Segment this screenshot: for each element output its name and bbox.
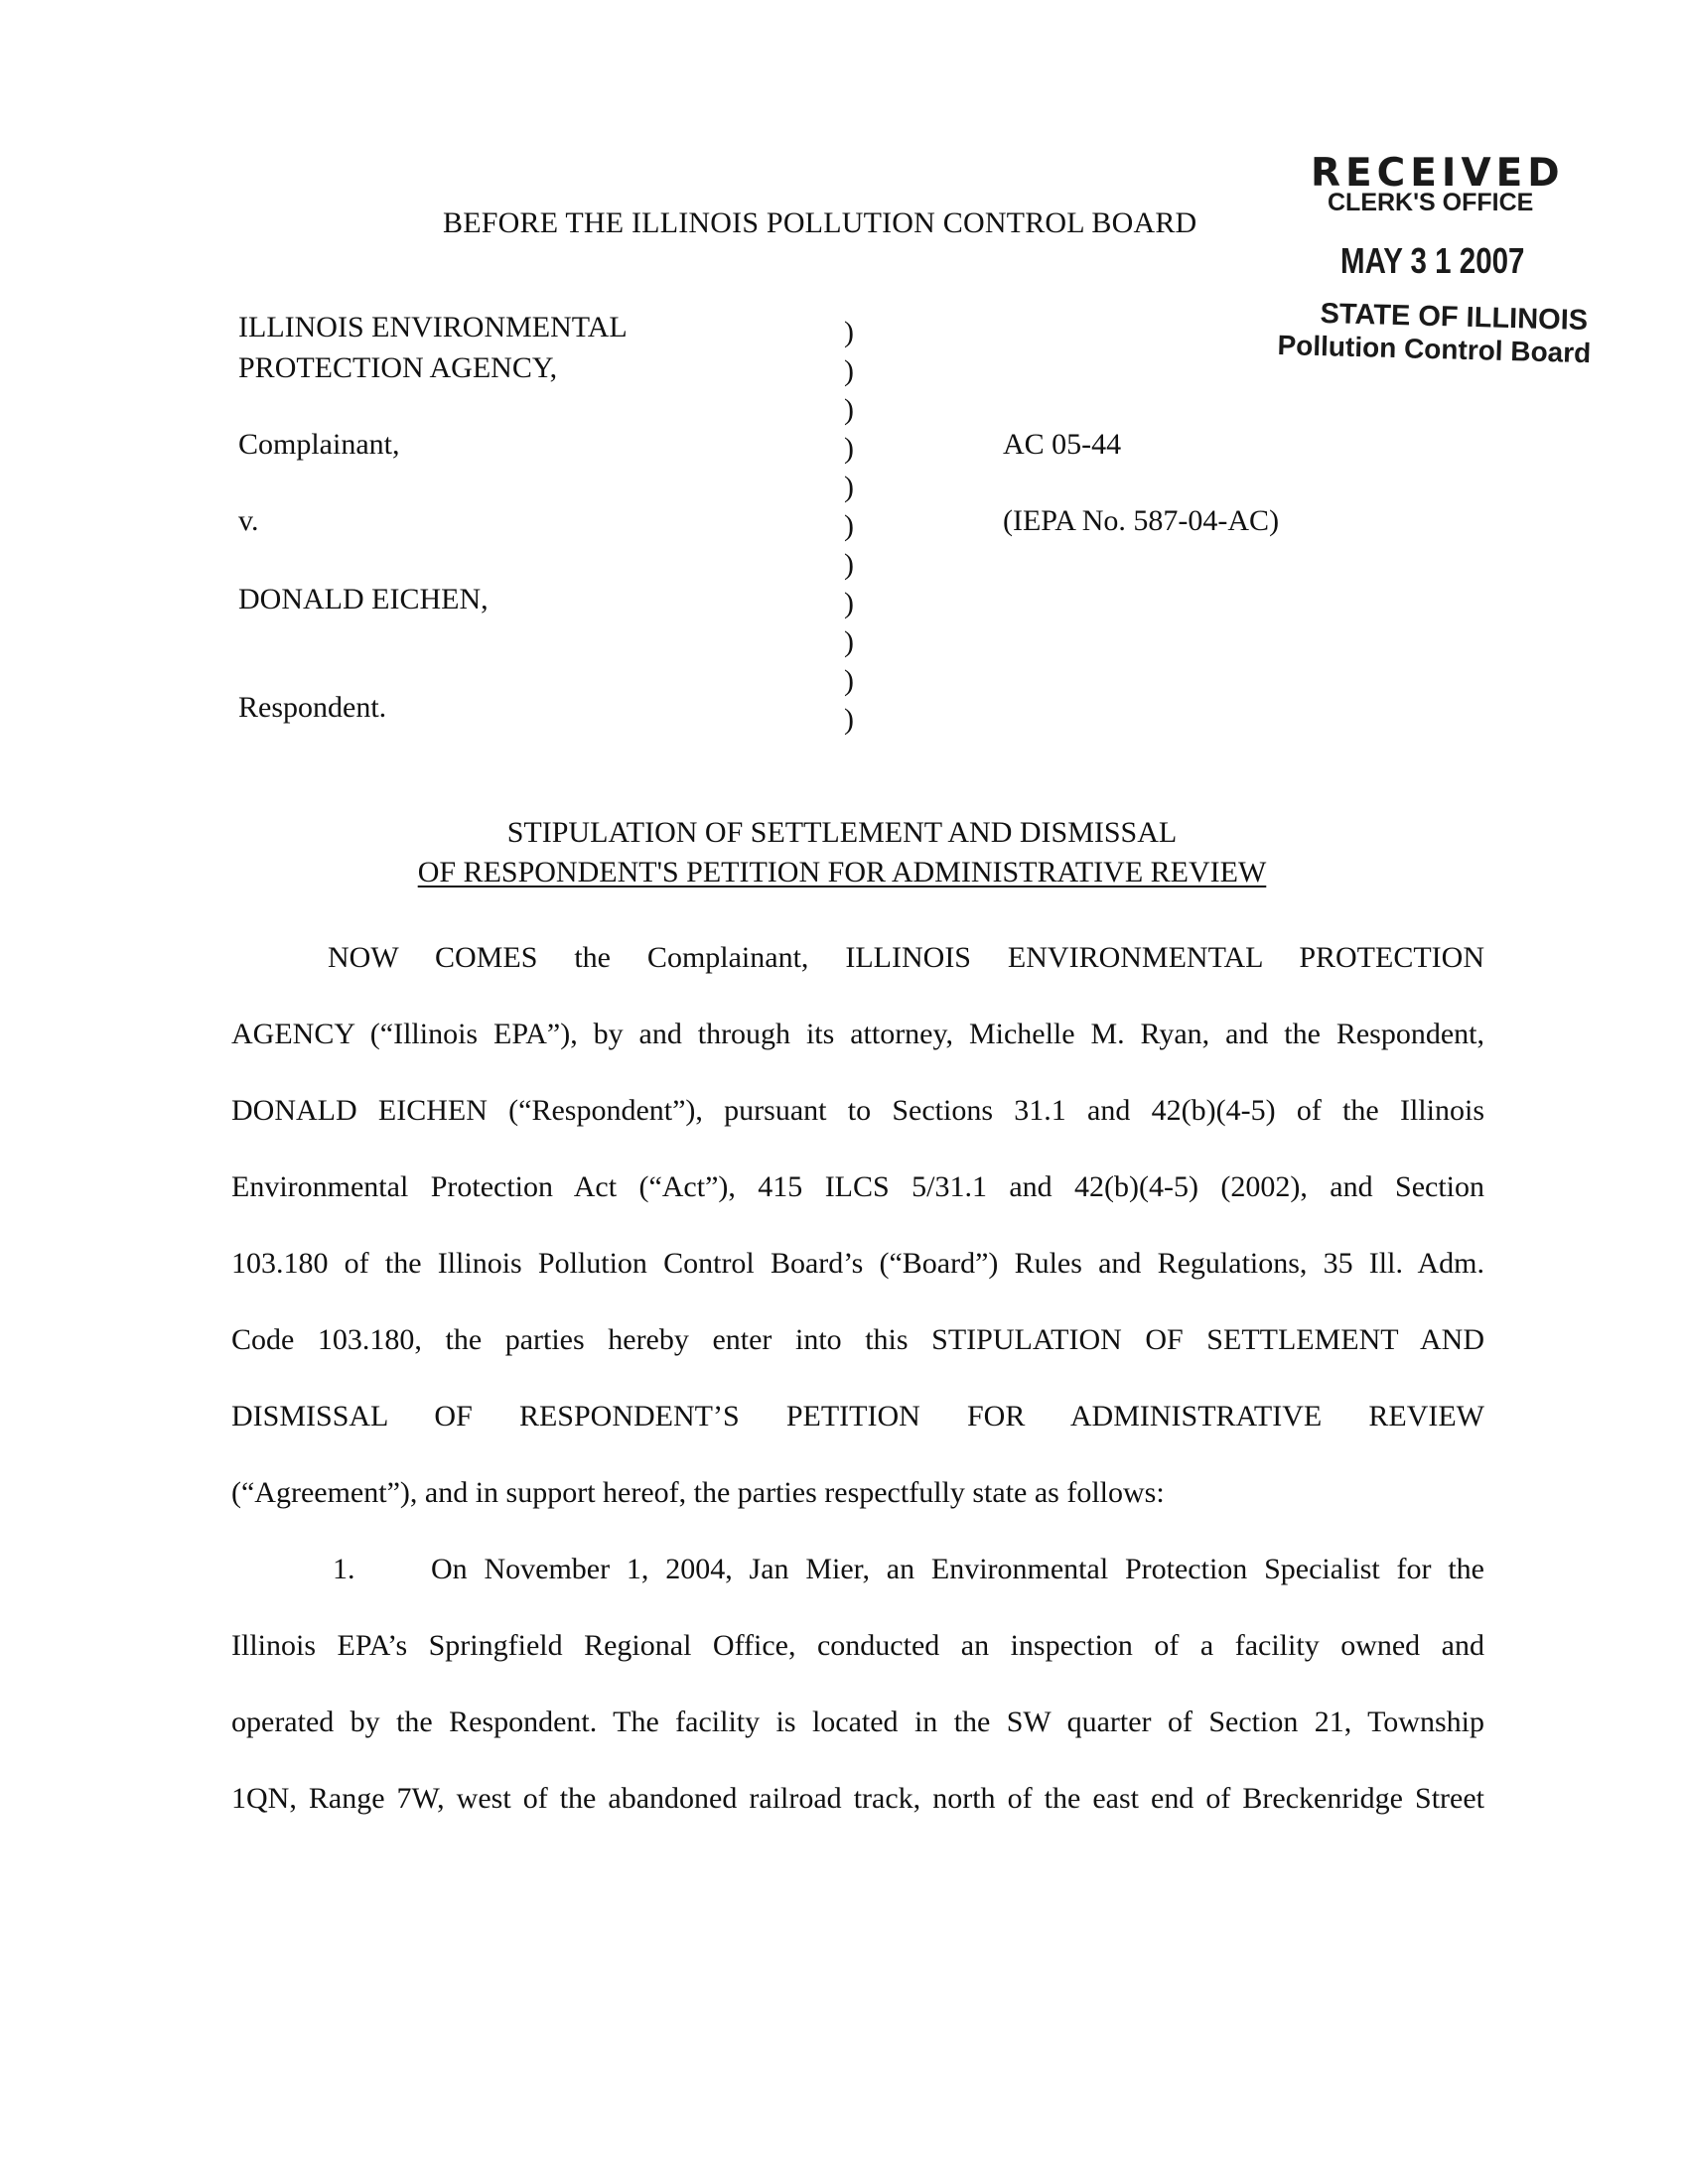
- stamp-received-text: RECEIVED: [1311, 151, 1565, 196]
- caption-paren: ): [844, 354, 854, 387]
- complainant-name-line2: PROTECTION AGENCY,: [238, 351, 558, 384]
- stamp-clerks-office: CLERK'S OFFICE: [1328, 189, 1534, 216]
- document-title-text: STIPULATION OF SETTLEMENT AND DISMISSAL: [506, 816, 1178, 849]
- document-title-text: OF RESPONDENT'S PETITION FOR ADMINISTRATIVE REVIEW: [417, 856, 1267, 888]
- complainant-label: Complainant,: [238, 428, 400, 461]
- paragraph-1-line: operated by the Respondent. The facility is located in the SW quarter of Section 21, Township: [231, 1706, 1484, 1738]
- caption-paren: ): [844, 703, 854, 736]
- caption-paren: ): [844, 548, 854, 581]
- intro-line: DISMISSAL OF RESPONDENT’S PETITION FOR ADMINISTRATIVE REVIEW: [231, 1400, 1484, 1433]
- intro-line: Environmental Protection Act (“Act”), 415 ILCS 5/31.1 and 42(b)(4-5) (2002), and Section: [231, 1170, 1484, 1203]
- caption-paren: ): [844, 509, 854, 542]
- paragraph-number: 1.: [333, 1553, 355, 1585]
- respondent-name: DONALD EICHEN,: [238, 583, 489, 615]
- board-heading: BEFORE THE ILLINOIS POLLUTION CONTROL BOARD: [443, 206, 1197, 239]
- iepa-number: (IEPA No. 587-04-AC): [1003, 504, 1280, 537]
- intro-line: AGENCY (“Illinois EPA”), by and through its attorney, Michelle M. Ryan, and the Respondent,: [231, 1018, 1484, 1050]
- stamp-board: Pollution Control Board: [1277, 330, 1592, 369]
- paragraph-1-line: Illinois EPA’s Springfield Regional Office, conducted an inspection of a facility owned and: [231, 1629, 1484, 1662]
- caption-paren: ): [844, 471, 854, 503]
- document-title-line1: [0, 816, 1684, 850]
- caption-paren: ): [844, 432, 854, 465]
- respondent-label: Respondent.: [238, 691, 387, 724]
- paragraph-1-line: On November 1, 2004, Jan Mier, an Environmental Protection Specialist for the: [431, 1553, 1484, 1585]
- stamp-state: STATE OF ILLINOIS: [1320, 298, 1589, 338]
- paragraph-1-line: 1QN, Range 7W, west of the abandoned railroad track, north of the east end of Breckenridge Street: [231, 1782, 1484, 1815]
- intro-line: 103.180 of the Illinois Pollution Control Board’s (“Board”) Rules and Regulations, 35 Ill. Adm.: [231, 1247, 1484, 1280]
- intro-line: Code 103.180, the parties hereby enter into this STIPULATION OF SETTLEMENT AND: [231, 1323, 1484, 1356]
- caption-paren: ): [844, 587, 854, 619]
- caption-paren: ): [844, 625, 854, 658]
- complainant-name-line1: ILLINOIS ENVIRONMENTAL: [238, 311, 628, 343]
- caption-paren: ): [844, 393, 854, 426]
- case-number: AC 05-44: [1003, 428, 1122, 461]
- caption-paren: ): [844, 316, 854, 348]
- document-title-line2: [0, 856, 1684, 889]
- intro-line: NOW COMES the Complainant, ILLINOIS ENVIRONMENTAL PROTECTION: [328, 941, 1484, 974]
- caption-paren: ): [844, 664, 854, 697]
- intro-line: (“Agreement”), and in support hereof, the parties respectfully state as follows:: [231, 1476, 1165, 1509]
- intro-line: DONALD EICHEN (“Respondent”), pursuant to Sections 31.1 and 42(b)(4-5) of the Illinois: [231, 1094, 1484, 1127]
- versus: v.: [238, 504, 259, 537]
- stamp-date: MAY 3 1 2007: [1340, 240, 1525, 281]
